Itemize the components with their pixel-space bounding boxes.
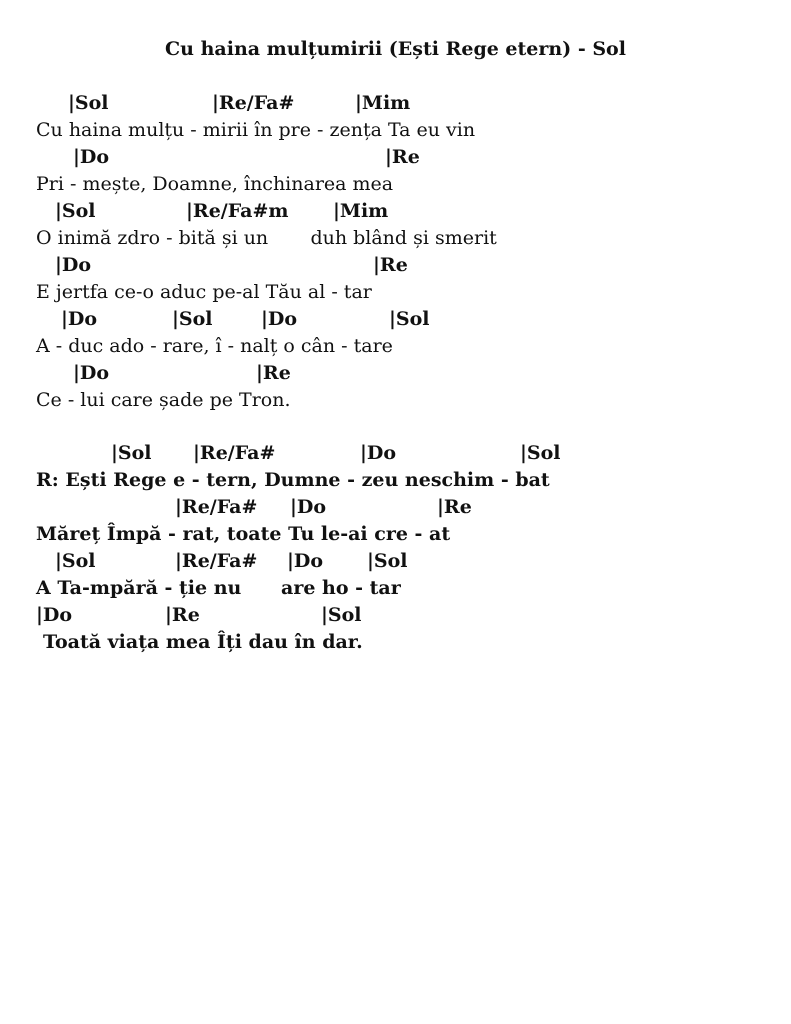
chord: |Re bbox=[437, 496, 472, 518]
chord: |Do bbox=[61, 308, 98, 330]
chord: |Mim bbox=[355, 92, 411, 114]
chord: |Sol bbox=[55, 200, 96, 222]
chord: |Re bbox=[165, 604, 200, 626]
lyric-line: O inimă zdro - bită și un duh blând și smerit bbox=[36, 227, 497, 249]
lyric-line: Pri - mește, Doamne, închinarea mea bbox=[36, 173, 394, 195]
chorus-line: R: Ești Rege e - tern, Dumne - zeu neschim - bat bbox=[36, 469, 550, 491]
chord: |Mim bbox=[333, 200, 389, 222]
chord: |Re bbox=[385, 146, 420, 168]
chord: |Sol bbox=[68, 92, 109, 114]
chord: |Sol bbox=[172, 308, 213, 330]
chord: |Re/Fa# bbox=[212, 92, 295, 114]
chord: |Sol bbox=[321, 604, 362, 626]
chord: |Do bbox=[360, 442, 397, 464]
chord: |Re/Fa#m bbox=[186, 200, 289, 222]
chord: |Do bbox=[290, 496, 327, 518]
chorus-line: Toată viața mea Îți dau în dar. bbox=[43, 631, 363, 653]
chord: |Do bbox=[261, 308, 298, 330]
lyric-line: A - duc ado - rare, î - nalț o cân - tare bbox=[36, 335, 393, 357]
chord: |Do bbox=[36, 604, 73, 626]
lyric-line: Cu haina mulțu - mirii în pre - zența Ta eu vin bbox=[36, 119, 476, 141]
chord: |Do bbox=[55, 254, 92, 276]
chord: |Do bbox=[73, 146, 110, 168]
chord: |Re bbox=[373, 254, 408, 276]
chorus-line: Măreț Împă - rat, toate Tu le-ai cre - at bbox=[36, 523, 451, 545]
chord: |Re/Fa# bbox=[175, 550, 258, 572]
lyric-line: E jertfa ce-o aduc pe-al Tău al - tar bbox=[36, 281, 372, 303]
chorus-line: A Ta-mpără - ție nu are ho - tar bbox=[36, 577, 401, 599]
lyric-line: Ce - lui care șade pe Tron. bbox=[36, 389, 291, 411]
song-title: Cu haina mulțumirii (Ești Rege etern) - Sol bbox=[165, 38, 626, 60]
chord: |Sol bbox=[367, 550, 408, 572]
chord: |Do bbox=[287, 550, 324, 572]
chord: |Do bbox=[73, 362, 110, 384]
chord: |Sol bbox=[520, 442, 561, 464]
chord: |Sol bbox=[111, 442, 152, 464]
chord: |Re bbox=[256, 362, 291, 384]
chord: |Sol bbox=[55, 550, 96, 572]
chord: |Re/Fa# bbox=[175, 496, 258, 518]
chord: |Sol bbox=[389, 308, 430, 330]
chord: |Re/Fa# bbox=[193, 442, 276, 464]
